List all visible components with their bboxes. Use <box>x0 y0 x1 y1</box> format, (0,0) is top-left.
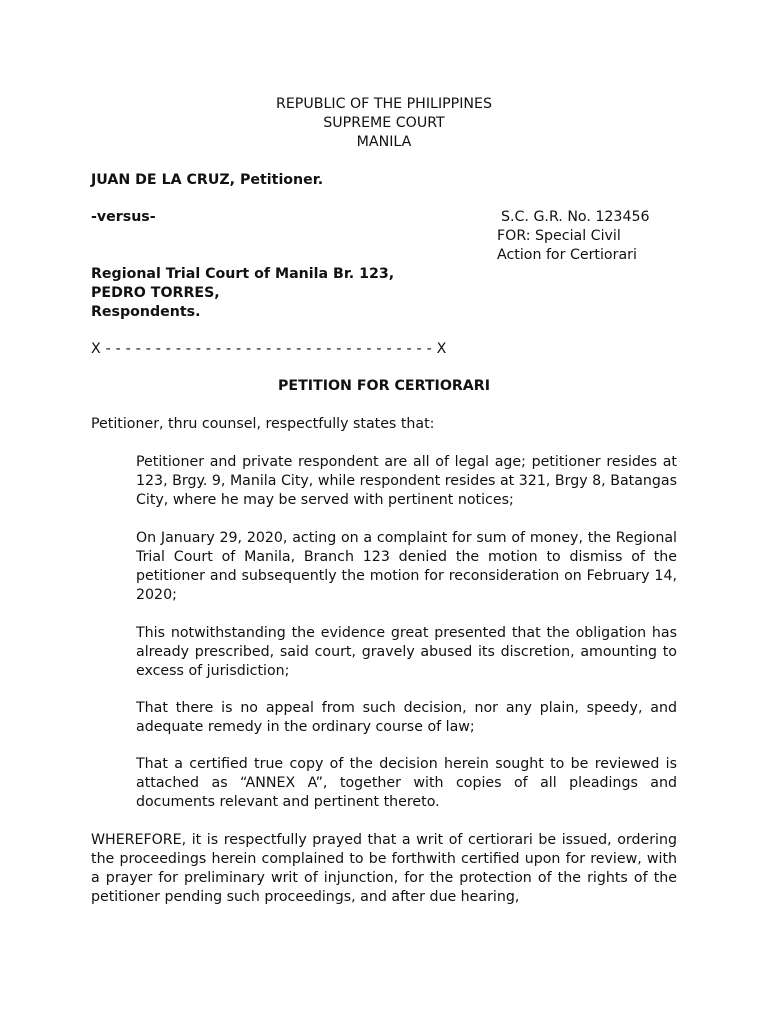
header-republic: REPUBLIC OF THE PHILIPPINES <box>275 96 493 112</box>
paragraph-denial: On January 29, 2020, acting on a complaint for sum of money, the Regional Trial Court of Manila, Branch 123 denied the motion to dismiss of the petitioner and subsequently the motion for reconsideration on February 14, 2020; <box>136 530 677 603</box>
petitioner-name: JUAN DE LA CRUZ, Petitioner. <box>91 172 324 188</box>
caption-separator: X - - - - - - - - - - - - - - - - - - - - - - - - - - - - - - - - - X <box>91 341 447 357</box>
respondent-person: PEDRO TORRES, <box>91 285 220 301</box>
intro-statement: Petitioner, thru counsel, respectfully states that: <box>91 416 435 432</box>
paragraph-abuse: This notwithstanding the evidence great presented that the obligation has already prescribed, said court, gravely abused its discretion, amounting to excess of jurisdiction; <box>136 625 677 679</box>
case-type-line2: Action for Certiorari <box>497 247 637 263</box>
document-title: PETITION FOR CERTIORARI <box>277 378 490 394</box>
respondents-label: Respondents. <box>91 304 201 320</box>
header-court: SUPREME COURT <box>323 115 445 131</box>
case-number: S.C. G.R. No. 123456 <box>501 209 650 225</box>
versus-label: -versus- <box>91 209 156 225</box>
paragraph-annex: That a certified true copy of the decision herein sought to be reviewed is attached as “ANNEX A”, together with copies of all pleadings and documents relevant and pertinent thereto. <box>136 756 677 810</box>
paragraph-parties: Petitioner and private respondent are all of legal age; petitioner resides at 123, Brgy. 9, Manila City, while respondent resides at 321, Brgy 8, Batangas City, where he may be served with pertinent notices; <box>136 454 677 508</box>
paragraph-no-appeal: That there is no appeal from such decision, nor any plain, speedy, and adequate remedy in the ordinary course of law; <box>136 700 677 735</box>
case-type-line1: FOR: Special Civil <box>497 228 621 244</box>
header-city: MANILA <box>356 134 412 150</box>
respondent-court: Regional Trial Court of Manila Br. 123, <box>91 266 395 282</box>
paragraph-prayer: WHEREFORE, it is respectfully prayed that a writ of certiorari be issued, ordering the proceedings herein complained to be forthwith certified upon for review, with a prayer for preliminary writ of injunction, for the protection of the rights of the petitioner pending such proceedings, and after due hearing, <box>91 832 677 905</box>
